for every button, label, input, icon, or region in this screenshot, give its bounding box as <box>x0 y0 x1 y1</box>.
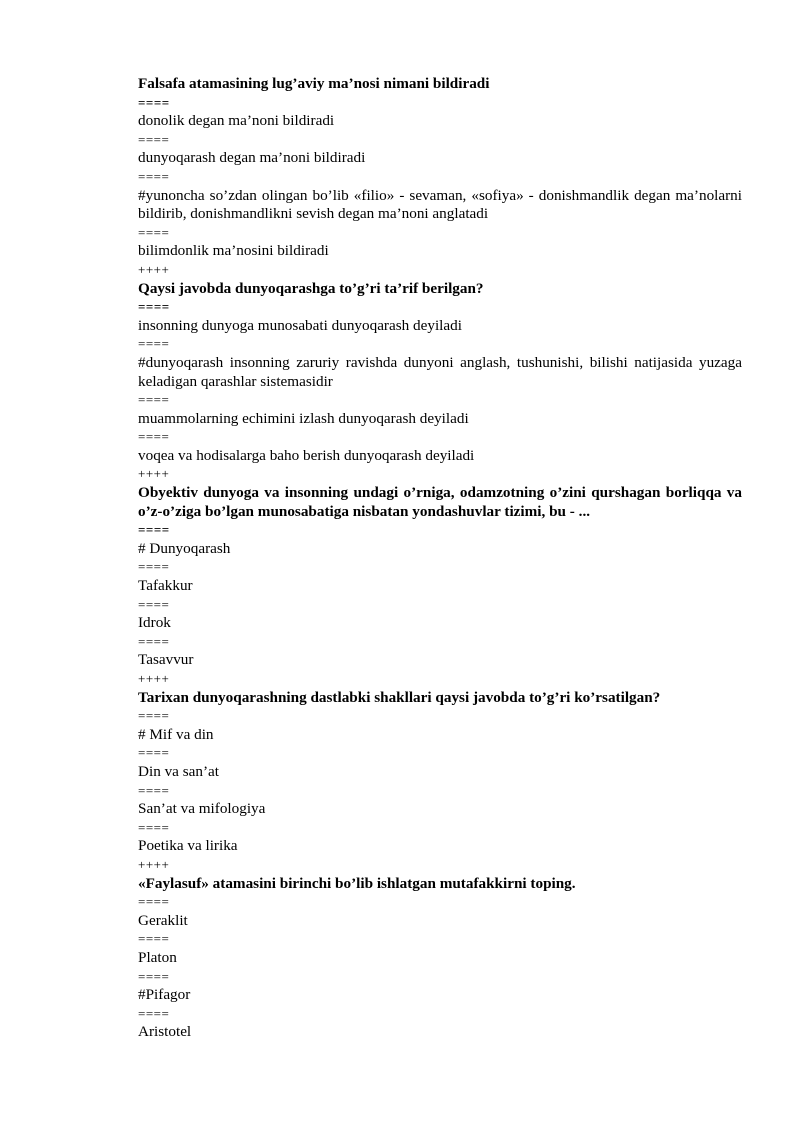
answer-separator: ==== <box>138 596 170 612</box>
answer-option: Idrok <box>138 614 171 632</box>
answer-option: muammolarning echimini izlash dunyoqarash deyiladi <box>138 409 469 427</box>
answer-separator: ==== <box>138 429 170 445</box>
answer-option: bilimdonlik ma’nosini bildiradi <box>138 242 329 260</box>
answer-separator: ==== <box>138 745 170 761</box>
answer-separator: ==== <box>138 633 170 649</box>
answer-separator: ==== <box>138 931 170 947</box>
answer-separator: ==== <box>138 819 170 835</box>
answer-option: Aristotel <box>138 1023 192 1041</box>
answer-separator: ==== <box>138 168 170 184</box>
answer-separator: ==== <box>138 782 170 798</box>
answer-option: Geraklit <box>138 911 188 929</box>
answer-separator: ==== <box>138 299 170 315</box>
answer-option: San’at va mifologiya <box>138 800 266 818</box>
answer-separator: ==== <box>138 968 170 984</box>
answer-separator: ==== <box>138 708 170 724</box>
answer-separator: ==== <box>138 522 170 538</box>
question-text: «Faylasuf» atamasini birinchi bo’lib ishlatgan mutafakkirni toping. <box>138 874 576 892</box>
answer-option: dunyoqarash degan ma’noni bildiradi <box>138 149 366 167</box>
block-separator: ++++ <box>138 671 170 686</box>
answer-option: insonning dunyoga munosabati dunyoqarash deyiladi <box>138 316 462 334</box>
document-page <box>138 75 742 1042</box>
answer-option-correct: # Mif va din <box>138 725 214 743</box>
question-text: Qaysi javobda dunyoqarashga to’g’ri ta’rif berilgan? <box>138 279 484 297</box>
answer-option: donolik degan ma’noni bildiradi <box>138 112 335 130</box>
answer-option: voqea va hodisalarga baho berish dunyoqarash deyiladi <box>138 446 475 464</box>
answer-separator: ==== <box>138 94 170 110</box>
answer-option-correct: #Pifagor <box>138 986 191 1004</box>
block-separator: ++++ <box>138 261 170 277</box>
answer-separator: ==== <box>138 336 170 352</box>
question-text: Tarixan dunyoqarashning dastlabki shakllari qaysi javobda to’g’ri ko’rsatilgan? <box>138 688 661 706</box>
answer-separator: ==== <box>138 224 170 240</box>
answer-separator: ==== <box>138 131 170 147</box>
answer-option: Tasavvur <box>138 651 194 669</box>
block-separator: ++++ <box>138 466 170 482</box>
answer-option-correct: #yunoncha so’zdan olingan bo’lib «filio» - sevaman, «sofiya» - donishmandlik degan ma’nolarni bildirib, donishmandlikni sevish degan ma’noni anglatadi <box>138 186 742 223</box>
answer-option: Platon <box>138 948 177 966</box>
answer-option: Poetika va lirika <box>138 837 238 855</box>
answer-separator: ==== <box>138 894 170 910</box>
block-separator: ++++ <box>138 856 170 872</box>
question-text: Obyektiv dunyoga va insonning undagi o’rniga, odamzotning o’zini qurshagan borliqqa va o’z-o’ziga bo’lgan munosabatiga nisbatan yondashuvlar tizimi, bu - ... <box>138 484 742 520</box>
answer-separator: ==== <box>138 1005 170 1021</box>
question-text: Falsafa atamasining lug’aviy ma’nosi nimani bildiradi <box>138 75 490 92</box>
answer-separator: ==== <box>138 559 170 575</box>
answer-option-correct: #dunyoqarash insonning zaruriy ravishda dunyoni anglash, tushunishi, bilishi natijasida yuzaga keladigan qarashlar sistemasidir <box>138 353 742 390</box>
answer-option-correct: # Dunyoqarash <box>138 539 231 557</box>
answer-option: Din va san’at <box>138 762 219 780</box>
answer-option: Tafakkur <box>138 577 193 595</box>
answer-separator: ==== <box>138 392 170 408</box>
